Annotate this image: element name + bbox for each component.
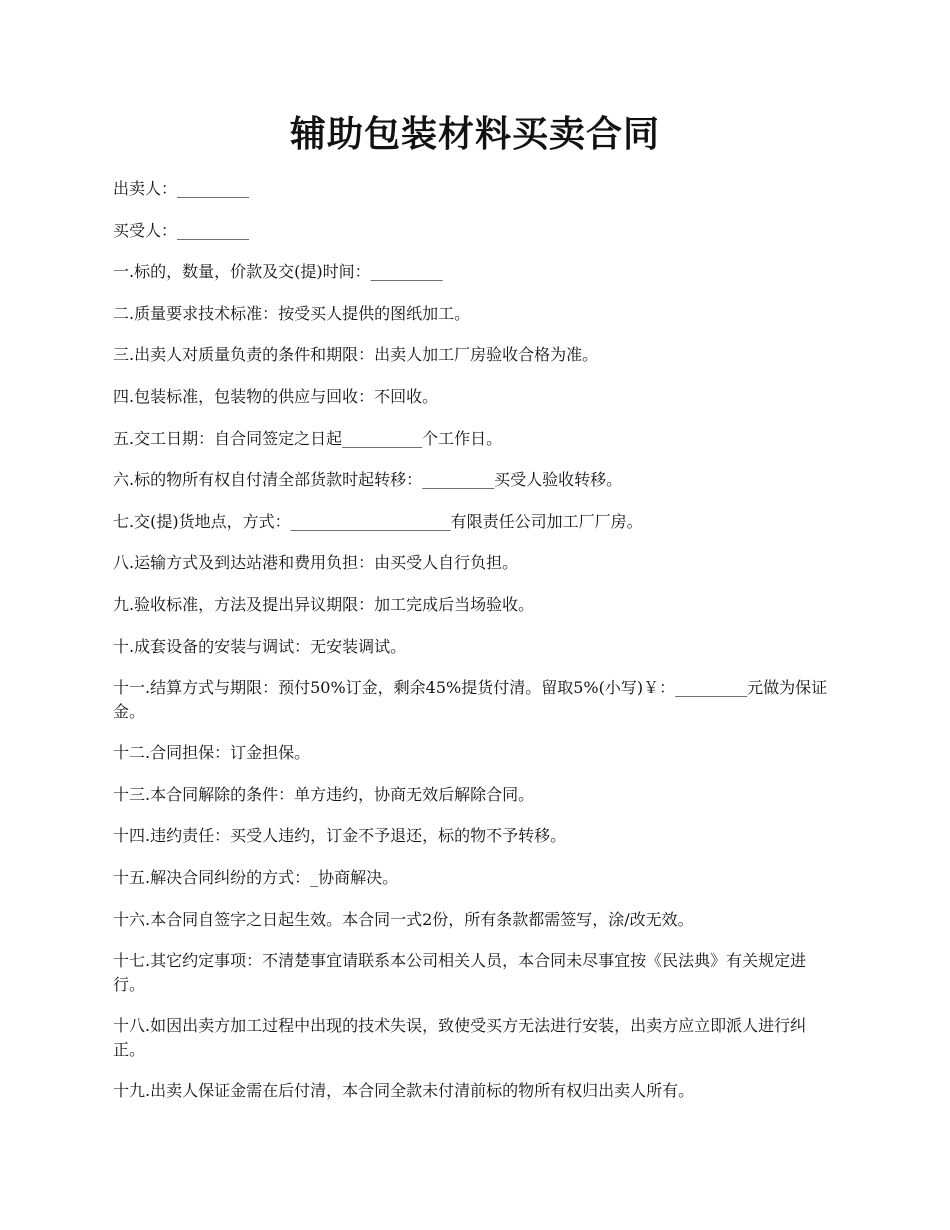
clause-15: 十五.解决合同纠纷的方式：_协商解决。 [113,867,399,887]
clause-13: 十三.本合同解除的条件：单方违约，协商无效后解除合同。 [113,784,535,804]
clause-14: 十四.违约责任：买受人违约，订金不予退还，标的物不予转移。 [113,826,567,846]
clause-17: 十七.其它约定事项：不清楚事宜请联系本公司相关人员，本合同未尽事宜按《民法典》有关规定进行。 [113,951,807,995]
clause-2: 二.质量要求技术标准：按受买人提供的图纸加工。 [113,303,471,323]
clause-5: 五.交工日期：自合同签定之日起__________个工作日。 [113,428,503,448]
paragraph-buyer: 买受人：_________ [113,220,250,240]
clause-4: 四.包装标准，包装物的供应与回收：不回收。 [113,386,439,406]
document-title: 辅助包装材料买卖合同 [289,114,660,155]
paragraph-seller: 出卖人：_________ [113,179,250,198]
clause-18: 十八.如因出卖方加工过程中出现的技术失误，致使受买方无法进行安装，出卖方应立即派人进行纠正。 [113,1016,807,1060]
clause-10: 十.成套设备的安装与调试：无安装调试。 [113,636,407,656]
clause-1: 一.标的，数量，价款及交(提)时间：_________ [113,262,443,282]
clause-3: 三.出卖人对质量负责的条件和期限：出卖人加工厂房验收合格为准。 [113,345,599,365]
clause-9: 九.验收标准，方法及提出异议期限：加工完成后当场验收。 [113,594,535,614]
clause-11: 十一.结算方式与期限：预付50%订金，剩余45%提货付清。留取5%(小写)￥：_________元做为保证金。 [113,678,828,722]
clause-6: 六.标的物所有权自付清全部货款时起转移：_________买受人验收转移。 [113,470,623,490]
clause-8: 八.运输方式及到达站港和费用负担：由买受人自行负担。 [113,553,519,573]
clause-12: 十二.合同担保：订金担保。 [113,743,311,763]
clause-7: 七.交(提)货地点，方式：____________________有限责任公司加工厂厂房。 [113,511,643,531]
contract-body [113,177,833,1121]
clause-19: 十九.出卖人保证金需在后付清，本合同全款未付清前标的物所有权归出卖人所有。 [113,1081,695,1101]
clause-16: 十六.本合同自签字之日起生效。本合同一式2份，所有条款都需签写，涂/改无效。 [113,909,694,929]
